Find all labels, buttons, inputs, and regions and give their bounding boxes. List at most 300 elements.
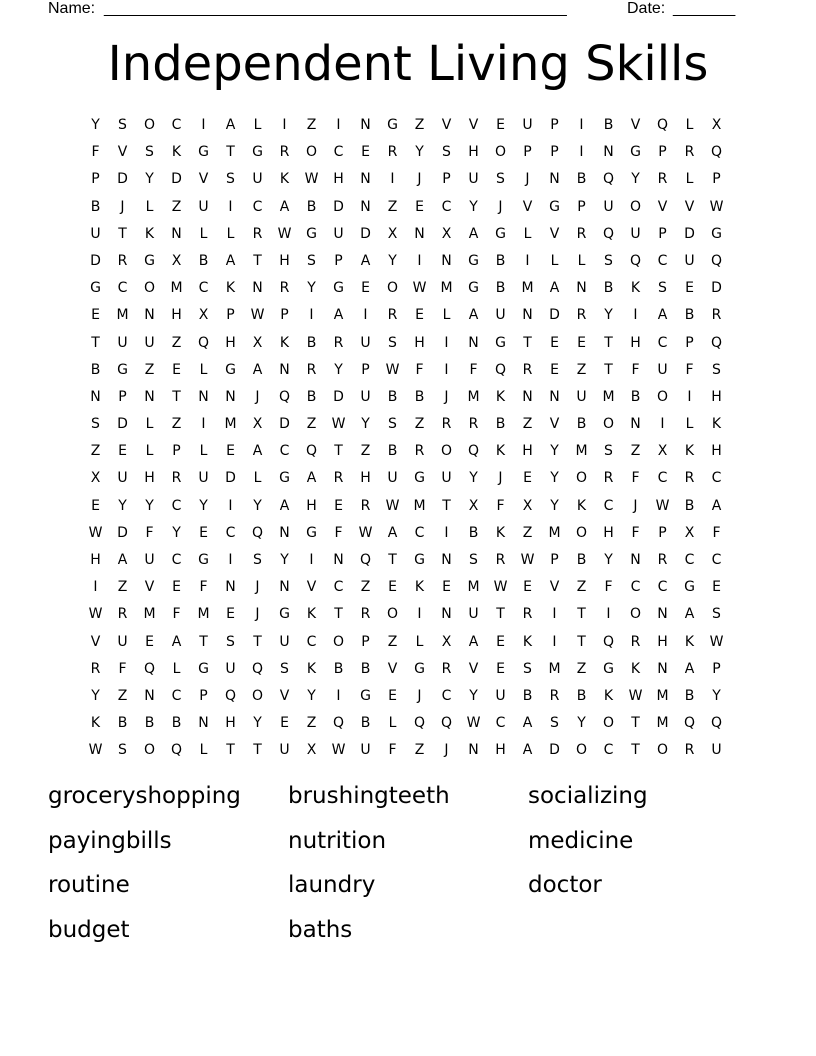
grid-letter[interactable]: Y <box>145 171 154 188</box>
grid-letter[interactable]: A <box>360 252 371 269</box>
grid-letter[interactable]: L <box>145 416 154 433</box>
grid-letter[interactable]: B <box>684 497 695 514</box>
grid-letter[interactable]: X <box>441 633 452 650</box>
grid-letter[interactable]: I <box>552 633 557 650</box>
grid-letter[interactable]: B <box>90 361 101 378</box>
grid-letter[interactable]: C <box>171 117 182 133</box>
grid-letter[interactable]: Q <box>629 252 642 269</box>
grid-letter[interactable]: Z <box>144 361 155 378</box>
grid-letter[interactable]: K <box>306 660 317 677</box>
grid-letter[interactable]: B <box>603 117 614 133</box>
grid-letter[interactable]: A <box>684 660 695 677</box>
grid-letter[interactable]: X <box>90 470 101 487</box>
grid-letter[interactable]: R <box>171 470 182 487</box>
grid-letter[interactable]: O <box>575 524 588 541</box>
grid-letter[interactable]: R <box>522 606 533 623</box>
grid-letter[interactable]: P <box>172 443 181 460</box>
grid-letter[interactable]: Z <box>414 416 425 433</box>
grid-letter[interactable]: I <box>525 252 530 269</box>
grid-letter[interactable]: V <box>90 633 101 650</box>
grid-letter[interactable]: Q <box>710 252 723 269</box>
grid-letter[interactable]: Z <box>117 579 128 596</box>
grid-letter[interactable]: P <box>118 388 127 405</box>
grid-letter[interactable]: A <box>522 742 533 759</box>
grid-letter[interactable]: S <box>604 443 613 460</box>
grid-letter[interactable]: E <box>550 334 559 351</box>
grid-letter[interactable]: O <box>386 280 399 297</box>
grid-letter[interactable]: P <box>712 660 721 677</box>
grid-letter[interactable]: S <box>712 606 721 623</box>
grid-letter[interactable]: G <box>387 117 398 133</box>
grid-letter[interactable]: G <box>198 144 209 161</box>
grid-letter[interactable]: W <box>709 198 724 215</box>
grid-letter[interactable]: R <box>279 144 290 161</box>
grid-letter[interactable]: D <box>117 524 128 541</box>
grid-letter[interactable]: V <box>198 171 209 188</box>
grid-letter[interactable]: O <box>656 742 669 759</box>
grid-letter[interactable]: E <box>712 579 721 596</box>
grid-letter[interactable]: U <box>468 606 479 623</box>
grid-letter[interactable]: Z <box>387 198 398 215</box>
grid-letter[interactable]: A <box>387 524 398 541</box>
grid-letter[interactable]: N <box>441 252 452 269</box>
grid-letter[interactable]: K <box>603 687 614 704</box>
grid-letter[interactable]: A <box>171 633 182 650</box>
grid-letter[interactable]: A <box>279 497 290 514</box>
grid-letter[interactable]: U <box>144 552 155 568</box>
grid-letter[interactable]: E <box>280 715 289 732</box>
grid-letter[interactable]: P <box>199 687 208 704</box>
grid-letter[interactable]: C <box>657 470 668 487</box>
grid-letter[interactable]: B <box>684 687 695 704</box>
grid-letter[interactable]: M <box>467 388 480 405</box>
grid-letter[interactable]: E <box>415 307 424 324</box>
grid-letter[interactable]: N <box>630 416 641 433</box>
grid-letter[interactable]: L <box>199 443 208 460</box>
grid-letter[interactable]: C <box>414 524 425 541</box>
grid-letter[interactable]: C <box>333 144 344 161</box>
grid-letter[interactable]: R <box>549 687 560 704</box>
grid-letter[interactable]: F <box>334 524 343 541</box>
grid-letter[interactable]: Z <box>171 198 182 215</box>
grid-letter[interactable]: W <box>331 742 346 759</box>
grid-letter[interactable]: Q <box>656 117 669 133</box>
grid-letter[interactable]: I <box>228 198 233 215</box>
grid-letter[interactable]: L <box>550 252 559 269</box>
grid-letter[interactable]: R <box>576 225 587 242</box>
grid-letter[interactable]: Y <box>361 416 370 433</box>
grid-letter[interactable]: B <box>387 388 398 405</box>
grid-letter[interactable]: K <box>630 280 641 297</box>
grid-letter[interactable]: C <box>306 633 317 650</box>
grid-letter[interactable]: O <box>629 606 642 623</box>
grid-letter[interactable]: I <box>93 579 98 596</box>
grid-letter[interactable]: T <box>253 742 262 759</box>
grid-letter[interactable]: H <box>279 252 290 269</box>
grid-letter[interactable]: C <box>630 579 641 596</box>
grid-letter[interactable]: T <box>442 497 451 514</box>
grid-letter[interactable]: Y <box>334 361 343 378</box>
grid-letter[interactable]: G <box>144 252 155 269</box>
grid-letter[interactable]: U <box>198 470 209 487</box>
grid-letter[interactable]: F <box>685 361 694 378</box>
grid-letter[interactable]: S <box>91 416 100 433</box>
grid-letter[interactable]: X <box>252 334 263 351</box>
grid-letter[interactable]: U <box>711 742 722 759</box>
grid-letter[interactable]: Y <box>631 171 640 188</box>
grid-letter[interactable]: H <box>306 497 317 514</box>
grid-letter[interactable]: Z <box>630 443 641 460</box>
grid-letter[interactable]: R <box>90 660 101 677</box>
grid-letter[interactable]: N <box>414 225 425 242</box>
grid-letter[interactable]: G <box>630 144 641 161</box>
grid-letter[interactable]: S <box>712 361 721 378</box>
grid-letter[interactable]: X <box>198 307 209 324</box>
grid-letter[interactable]: M <box>548 524 561 541</box>
grid-letter[interactable]: B <box>576 552 587 568</box>
grid-letter[interactable]: P <box>91 171 100 188</box>
grid-letter[interactable]: T <box>496 606 505 623</box>
grid-letter[interactable]: O <box>386 606 399 623</box>
grid-letter[interactable]: B <box>360 715 371 732</box>
grid-letter[interactable]: C <box>603 497 614 514</box>
grid-letter[interactable]: R <box>468 416 479 433</box>
grid-letter[interactable]: U <box>117 334 128 351</box>
grid-letter[interactable]: C <box>657 334 668 351</box>
grid-letter[interactable]: P <box>658 524 667 541</box>
grid-letter[interactable]: S <box>388 416 397 433</box>
grid-letter[interactable]: Q <box>332 715 345 732</box>
grid-letter[interactable]: V <box>522 198 533 215</box>
grid-letter[interactable]: O <box>575 742 588 759</box>
grid-letter[interactable]: B <box>171 715 182 732</box>
grid-letter[interactable]: L <box>145 198 154 215</box>
grid-letter[interactable]: E <box>226 606 235 623</box>
grid-letter[interactable]: V <box>684 198 695 215</box>
grid-letter[interactable]: B <box>306 388 317 405</box>
grid-letter[interactable]: W <box>304 171 319 188</box>
grid-letter[interactable]: U <box>117 470 128 487</box>
grid-letter[interactable]: J <box>498 470 503 487</box>
grid-letter[interactable]: B <box>333 660 344 677</box>
grid-letter[interactable]: B <box>495 280 506 297</box>
grid-letter[interactable]: C <box>657 252 668 269</box>
grid-letter[interactable]: S <box>280 660 289 677</box>
grid-letter[interactable]: W <box>277 225 292 242</box>
grid-letter[interactable]: X <box>387 225 398 242</box>
grid-letter[interactable]: R <box>495 552 506 568</box>
grid-letter[interactable]: R <box>657 171 668 188</box>
grid-letter[interactable]: K <box>144 225 155 242</box>
grid-letter[interactable]: G <box>495 225 506 242</box>
grid-letter[interactable]: A <box>252 443 263 460</box>
grid-letter[interactable]: W <box>412 280 427 297</box>
grid-letter[interactable]: I <box>687 388 692 405</box>
grid-letter[interactable]: L <box>415 633 424 650</box>
grid-letter[interactable]: U <box>387 470 398 487</box>
grid-letter[interactable]: N <box>144 687 155 704</box>
grid-letter[interactable]: G <box>306 225 317 242</box>
grid-letter[interactable]: X <box>522 497 533 514</box>
grid-letter[interactable]: V <box>387 660 398 677</box>
grid-letter[interactable]: S <box>550 715 559 732</box>
grid-letter[interactable]: L <box>523 225 532 242</box>
grid-letter[interactable]: Q <box>305 443 318 460</box>
grid-letter[interactable]: I <box>201 416 206 433</box>
grid-letter[interactable]: N <box>522 388 533 405</box>
grid-letter[interactable]: C <box>333 579 344 596</box>
grid-letter[interactable]: Y <box>253 715 262 732</box>
grid-letter[interactable]: R <box>576 307 587 324</box>
grid-letter[interactable]: T <box>172 388 181 405</box>
grid-letter[interactable]: L <box>442 307 451 324</box>
grid-letter[interactable]: U <box>468 171 479 188</box>
grid-letter[interactable]: H <box>495 742 506 759</box>
grid-letter[interactable]: N <box>252 280 263 297</box>
grid-letter[interactable]: T <box>118 225 127 242</box>
grid-letter[interactable]: M <box>143 606 156 623</box>
grid-letter[interactable]: E <box>226 443 235 460</box>
grid-letter[interactable]: T <box>91 334 100 351</box>
grid-letter[interactable]: N <box>630 552 641 568</box>
grid-letter[interactable]: T <box>604 334 613 351</box>
grid-letter[interactable]: G <box>198 552 209 568</box>
grid-letter[interactable]: Q <box>602 225 615 242</box>
grid-letter[interactable]: O <box>305 144 318 161</box>
grid-letter[interactable]: A <box>225 117 236 133</box>
grid-letter[interactable]: S <box>388 334 397 351</box>
grid-letter[interactable]: C <box>711 552 722 568</box>
grid-letter[interactable]: J <box>255 606 260 623</box>
grid-letter[interactable]: V <box>144 579 155 596</box>
grid-letter[interactable]: X <box>171 252 182 269</box>
grid-letter[interactable]: O <box>440 443 453 460</box>
grid-letter[interactable]: O <box>143 280 156 297</box>
grid-letter[interactable]: R <box>414 443 425 460</box>
grid-letter[interactable]: K <box>225 280 236 297</box>
grid-letter[interactable]: L <box>199 742 208 759</box>
grid-letter[interactable]: M <box>656 687 669 704</box>
grid-letter[interactable]: H <box>603 524 614 541</box>
grid-letter[interactable]: E <box>523 579 532 596</box>
grid-letter[interactable]: N <box>441 606 452 623</box>
grid-letter[interactable]: T <box>388 552 397 568</box>
grid-letter[interactable]: L <box>199 225 208 242</box>
grid-letter[interactable]: F <box>388 742 397 759</box>
grid-letter[interactable]: J <box>417 171 422 188</box>
grid-letter[interactable]: N <box>549 171 560 188</box>
grid-letter[interactable]: D <box>333 388 344 405</box>
grid-letter[interactable]: F <box>199 579 208 596</box>
grid-letter[interactable]: I <box>390 171 395 188</box>
grid-letter[interactable]: S <box>307 252 316 269</box>
grid-letter[interactable]: T <box>334 606 343 623</box>
grid-letter[interactable]: T <box>199 633 208 650</box>
grid-letter[interactable]: Y <box>415 144 424 161</box>
grid-letter[interactable]: F <box>91 144 100 161</box>
grid-letter[interactable]: Z <box>522 416 533 433</box>
grid-letter[interactable]: L <box>685 171 694 188</box>
grid-letter[interactable]: M <box>224 416 237 433</box>
grid-letter[interactable]: D <box>279 416 290 433</box>
grid-letter[interactable]: U <box>90 225 101 242</box>
grid-letter[interactable]: T <box>253 633 262 650</box>
grid-letter[interactable]: L <box>226 225 235 242</box>
grid-letter[interactable]: G <box>603 660 614 677</box>
grid-letter[interactable]: K <box>279 171 290 188</box>
grid-letter[interactable]: I <box>444 334 449 351</box>
grid-letter[interactable]: D <box>117 416 128 433</box>
grid-letter[interactable]: U <box>576 388 587 405</box>
grid-letter[interactable]: B <box>576 416 587 433</box>
grid-letter[interactable]: Z <box>576 660 587 677</box>
grid-letter[interactable]: N <box>441 552 452 568</box>
grid-letter[interactable]: H <box>630 334 641 351</box>
grid-letter[interactable]: R <box>387 144 398 161</box>
grid-letter[interactable]: G <box>306 524 317 541</box>
grid-letter[interactable]: N <box>468 334 479 351</box>
grid-letter[interactable]: Y <box>280 552 289 568</box>
grid-letter[interactable]: E <box>577 334 586 351</box>
grid-letter[interactable]: B <box>468 524 479 541</box>
grid-letter[interactable]: C <box>441 687 452 704</box>
grid-letter[interactable]: R <box>387 307 398 324</box>
grid-letter[interactable]: O <box>602 416 615 433</box>
grid-letter[interactable]: C <box>171 552 182 568</box>
grid-letter[interactable]: O <box>656 388 669 405</box>
grid-letter[interactable]: G <box>468 252 479 269</box>
grid-letter[interactable]: B <box>117 715 128 732</box>
grid-letter[interactable]: U <box>198 198 209 215</box>
grid-letter[interactable]: R <box>333 470 344 487</box>
grid-letter[interactable]: R <box>441 416 452 433</box>
grid-letter[interactable]: P <box>280 307 289 324</box>
grid-letter[interactable]: Q <box>251 524 264 541</box>
grid-letter[interactable]: Q <box>197 334 210 351</box>
grid-letter[interactable]: N <box>198 388 209 405</box>
grid-letter[interactable]: A <box>468 633 479 650</box>
grid-letter[interactable]: G <box>117 361 128 378</box>
grid-letter[interactable]: B <box>684 307 695 324</box>
grid-letter[interactable]: K <box>576 497 587 514</box>
grid-letter[interactable]: H <box>171 307 182 324</box>
grid-letter[interactable]: D <box>360 225 371 242</box>
grid-letter[interactable]: D <box>171 171 182 188</box>
grid-letter[interactable]: Y <box>604 307 613 324</box>
grid-letter[interactable]: Z <box>576 361 587 378</box>
grid-letter[interactable]: R <box>306 361 317 378</box>
grid-letter[interactable]: C <box>225 524 236 541</box>
grid-letter[interactable]: I <box>606 606 611 623</box>
grid-letter[interactable]: I <box>660 416 665 433</box>
grid-letter[interactable]: J <box>255 388 260 405</box>
grid-letter[interactable]: P <box>577 198 586 215</box>
grid-letter[interactable]: S <box>118 117 127 133</box>
grid-letter[interactable]: N <box>468 742 479 759</box>
grid-letter[interactable]: K <box>171 144 182 161</box>
grid-letter[interactable]: T <box>226 144 235 161</box>
grid-letter[interactable]: G <box>360 687 371 704</box>
grid-letter[interactable]: O <box>332 633 345 650</box>
grid-letter[interactable]: N <box>279 524 290 541</box>
grid-letter[interactable]: E <box>91 497 100 514</box>
grid-letter[interactable]: S <box>118 742 127 759</box>
grid-letter[interactable]: I <box>282 117 287 133</box>
grid-letter[interactable]: R <box>279 280 290 297</box>
grid-letter[interactable]: I <box>579 117 584 133</box>
grid-letter[interactable]: Z <box>387 633 398 650</box>
grid-letter[interactable]: U <box>252 171 263 188</box>
grid-letter[interactable]: W <box>520 552 535 568</box>
grid-letter[interactable]: R <box>711 307 722 324</box>
grid-letter[interactable]: R <box>333 334 344 351</box>
grid-letter[interactable]: K <box>684 443 695 460</box>
grid-letter[interactable]: L <box>253 470 262 487</box>
grid-letter[interactable]: Y <box>91 117 100 133</box>
grid-letter[interactable]: N <box>360 171 371 188</box>
grid-letter[interactable]: J <box>444 388 449 405</box>
grid-letter[interactable]: V <box>117 144 128 161</box>
grid-letter[interactable]: Q <box>143 660 156 677</box>
grid-letter[interactable]: O <box>251 687 264 704</box>
grid-letter[interactable]: H <box>144 470 155 487</box>
grid-letter[interactable]: R <box>117 252 128 269</box>
grid-letter[interactable]: W <box>88 524 103 541</box>
grid-letter[interactable]: B <box>414 388 425 405</box>
grid-letter[interactable]: E <box>388 687 397 704</box>
grid-letter[interactable]: U <box>495 307 506 324</box>
grid-letter[interactable]: G <box>684 579 695 596</box>
grid-letter[interactable]: F <box>118 660 127 677</box>
grid-letter[interactable]: M <box>116 307 129 324</box>
grid-letter[interactable]: T <box>577 606 586 623</box>
grid-letter[interactable]: W <box>250 307 265 324</box>
grid-letter[interactable]: I <box>633 307 638 324</box>
grid-letter[interactable]: C <box>441 198 452 215</box>
grid-letter[interactable]: N <box>144 307 155 324</box>
grid-letter[interactable]: H <box>468 144 479 161</box>
grid-letter[interactable]: H <box>90 552 101 568</box>
grid-letter[interactable]: Y <box>577 715 586 732</box>
grid-letter[interactable]: R <box>684 144 695 161</box>
grid-letter[interactable]: G <box>414 552 425 568</box>
grid-letter[interactable]: Y <box>118 497 127 514</box>
grid-letter[interactable]: X <box>441 225 452 242</box>
grid-letter[interactable]: Z <box>414 742 425 759</box>
grid-letter[interactable]: P <box>712 171 721 188</box>
grid-letter[interactable]: R <box>657 552 668 568</box>
grid-letter[interactable]: U <box>684 252 695 269</box>
grid-letter[interactable]: U <box>360 334 371 351</box>
grid-letter[interactable]: I <box>336 117 341 133</box>
grid-letter[interactable]: X <box>306 742 317 759</box>
grid-letter[interactable]: T <box>253 252 262 269</box>
grid-letter[interactable]: Y <box>469 470 478 487</box>
grid-letter[interactable]: B <box>144 715 155 732</box>
grid-letter[interactable]: D <box>333 198 344 215</box>
grid-letter[interactable]: N <box>576 280 587 297</box>
grid-letter[interactable]: N <box>171 225 182 242</box>
grid-letter[interactable]: C <box>279 443 290 460</box>
grid-letter[interactable]: E <box>145 633 154 650</box>
grid-letter[interactable]: G <box>333 280 344 297</box>
grid-letter[interactable]: B <box>522 687 533 704</box>
grid-letter[interactable]: U <box>117 633 128 650</box>
grid-letter[interactable]: G <box>279 470 290 487</box>
grid-letter[interactable]: Q <box>710 144 723 161</box>
grid-letter[interactable]: N <box>90 388 101 405</box>
grid-letter[interactable]: D <box>549 742 560 759</box>
